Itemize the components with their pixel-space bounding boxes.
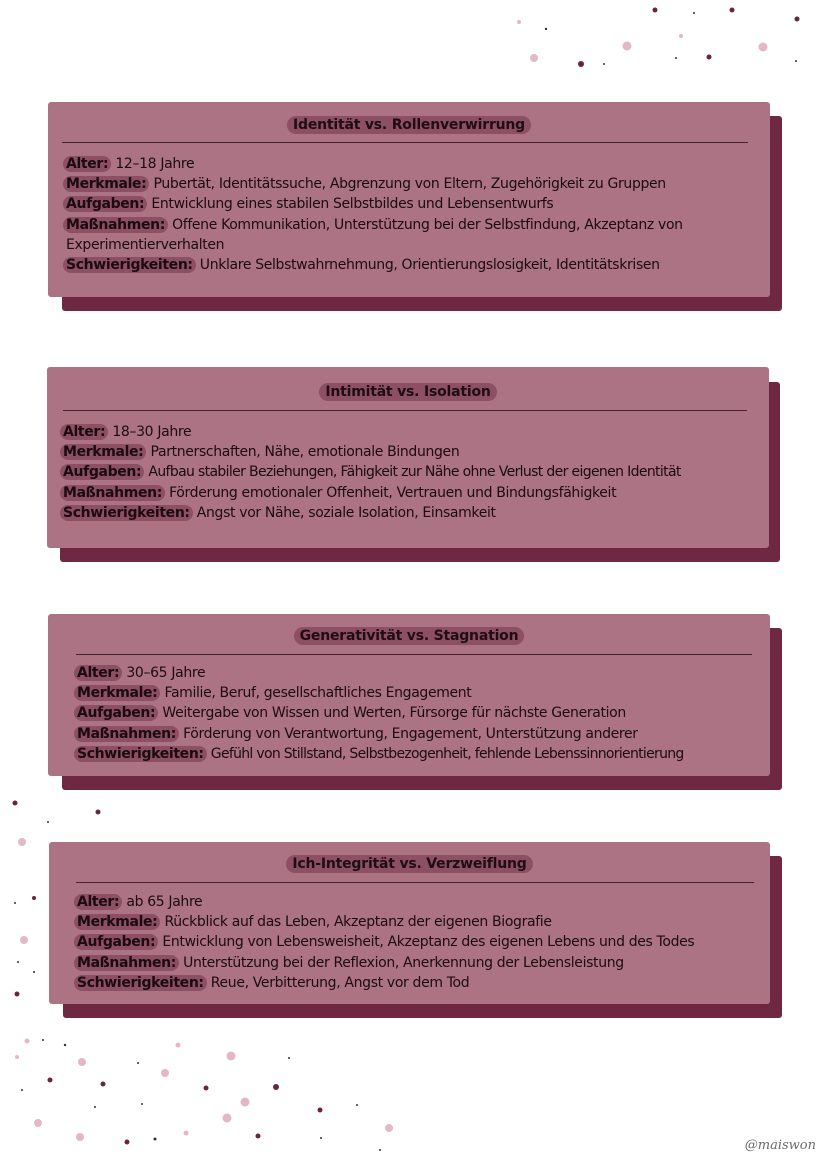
row-tasks <box>66 194 748 214</box>
value-characteristics: Familie, Beruf, gesellschaftliches Engagement <box>164 685 472 702</box>
value-age: ab 65 Jahre <box>126 894 203 910</box>
row-age <box>77 663 767 683</box>
value-characteristics: Rückblick auf das Leben, Akzeptanz der eigenen Biografie <box>164 914 552 931</box>
label-tasks: Aufgaben: <box>63 196 147 212</box>
value-difficulties: Angst vor Nähe, soziale Isolation, Einsamkeit <box>196 504 496 521</box>
title-divider <box>62 142 748 143</box>
value-age: 12–18 Jahre <box>115 156 195 172</box>
row-tasks <box>63 462 763 482</box>
row-tasks <box>77 932 757 952</box>
card-details <box>77 892 757 993</box>
label-age: Alter: <box>60 424 108 440</box>
card-panel <box>48 102 770 297</box>
row-age <box>63 422 763 442</box>
label-age: Alter: <box>74 894 122 910</box>
label-difficulties: Schwierigkeiten: <box>74 975 207 991</box>
value-characteristics: Pubertät, Identitätssuche, Abgrenzung von Eltern, Zugehörigkeit zu Gruppen <box>153 176 666 193</box>
value-age: 18–30 Jahre <box>112 424 192 440</box>
row-difficulties <box>77 744 767 764</box>
row-difficulties <box>66 255 748 275</box>
value-measures: Förderung von Verantwortung, Engagement, Unterstützung anderer <box>183 725 638 742</box>
value-tasks: Entwicklung von Lebensweisheit, Akzeptanz des eigenen Lebens und des Todes <box>162 934 695 951</box>
card-details <box>63 422 763 523</box>
value-measures: Förderung emotionaler Offenheit, Vertrauen und Bindungsfähigkeit <box>169 484 617 501</box>
title-divider <box>76 654 752 655</box>
label-age: Alter: <box>63 156 111 172</box>
row-age <box>66 154 748 174</box>
label-measures: Maßnahmen: <box>74 726 179 742</box>
label-tasks: Aufgaben: <box>74 705 158 721</box>
row-measures <box>66 215 748 255</box>
value-tasks: Aufbau stabiler Beziehungen, Fähigkeit zur Nähe ohne Verlust der eigenen Identität <box>148 464 681 481</box>
label-measures: Maßnahmen: <box>74 955 179 971</box>
label-characteristics: Merkmale: <box>74 685 160 701</box>
card-title: Ich-Integrität vs. Verzweiflung <box>286 855 532 873</box>
row-age <box>77 892 757 912</box>
author-signature: @maiswon <box>744 1138 816 1153</box>
row-tasks <box>77 703 767 723</box>
row-measures <box>77 724 767 744</box>
label-measures: Maßnahmen: <box>60 485 165 501</box>
label-difficulties: Schwierigkeiten: <box>74 746 207 762</box>
label-age: Alter: <box>74 665 122 681</box>
value-characteristics: Partnerschaften, Nähe, emotionale Bindungen <box>150 444 460 461</box>
value-difficulties: Unklare Selbstwahrnehmung, Orientierungslosigkeit, Identitätskrisen <box>199 257 660 274</box>
row-difficulties <box>77 973 757 993</box>
value-difficulties: Gefühl von Stillstand, Selbstbezogenheit, fehlende Lebenssinnorientierung <box>210 745 684 762</box>
label-difficulties: Schwierigkeiten: <box>60 505 193 521</box>
label-tasks: Aufgaben: <box>74 934 158 950</box>
label-measures: Maßnahmen: <box>63 217 168 233</box>
label-difficulties: Schwierigkeiten: <box>63 257 196 273</box>
title-divider <box>76 882 754 883</box>
row-difficulties <box>63 503 763 523</box>
card-title: Identität vs. Rollenverwirrung <box>287 116 531 134</box>
value-measures: Unterstützung bei der Reflexion, Anerkennung der Lebensleistung <box>183 954 624 971</box>
value-age: 30–65 Jahre <box>126 665 206 681</box>
card-panel <box>49 842 770 1004</box>
card-panel <box>48 614 770 776</box>
row-measures <box>63 483 763 503</box>
card-details <box>77 663 767 764</box>
value-tasks: Weitergabe von Wissen und Werten, Fürsorge für nächste Generation <box>162 705 626 722</box>
row-characteristics <box>77 912 757 932</box>
value-difficulties: Reue, Verbitterung, Angst vor dem Tod <box>210 974 470 991</box>
title-divider <box>63 410 747 411</box>
row-characteristics <box>77 683 767 703</box>
label-characteristics: Merkmale: <box>63 176 149 192</box>
row-measures <box>77 953 757 973</box>
card-title: Generativität vs. Stagnation <box>294 627 525 645</box>
value-measures: Offene Kommunikation, Unterstützung bei der Selbstfindung, Akzeptanz von Experimentierverhalten <box>66 216 683 253</box>
card-panel <box>47 367 769 548</box>
label-tasks: Aufgaben: <box>60 464 144 480</box>
label-characteristics: Merkmale: <box>60 444 146 460</box>
row-characteristics <box>63 442 763 462</box>
card-title: Intimität vs. Isolation <box>319 383 496 401</box>
row-characteristics <box>66 174 748 194</box>
card-details <box>66 154 748 275</box>
label-characteristics: Merkmale: <box>74 914 160 930</box>
value-tasks: Entwicklung eines stabilen Selbstbildes und Lebensentwurfs <box>151 196 554 213</box>
